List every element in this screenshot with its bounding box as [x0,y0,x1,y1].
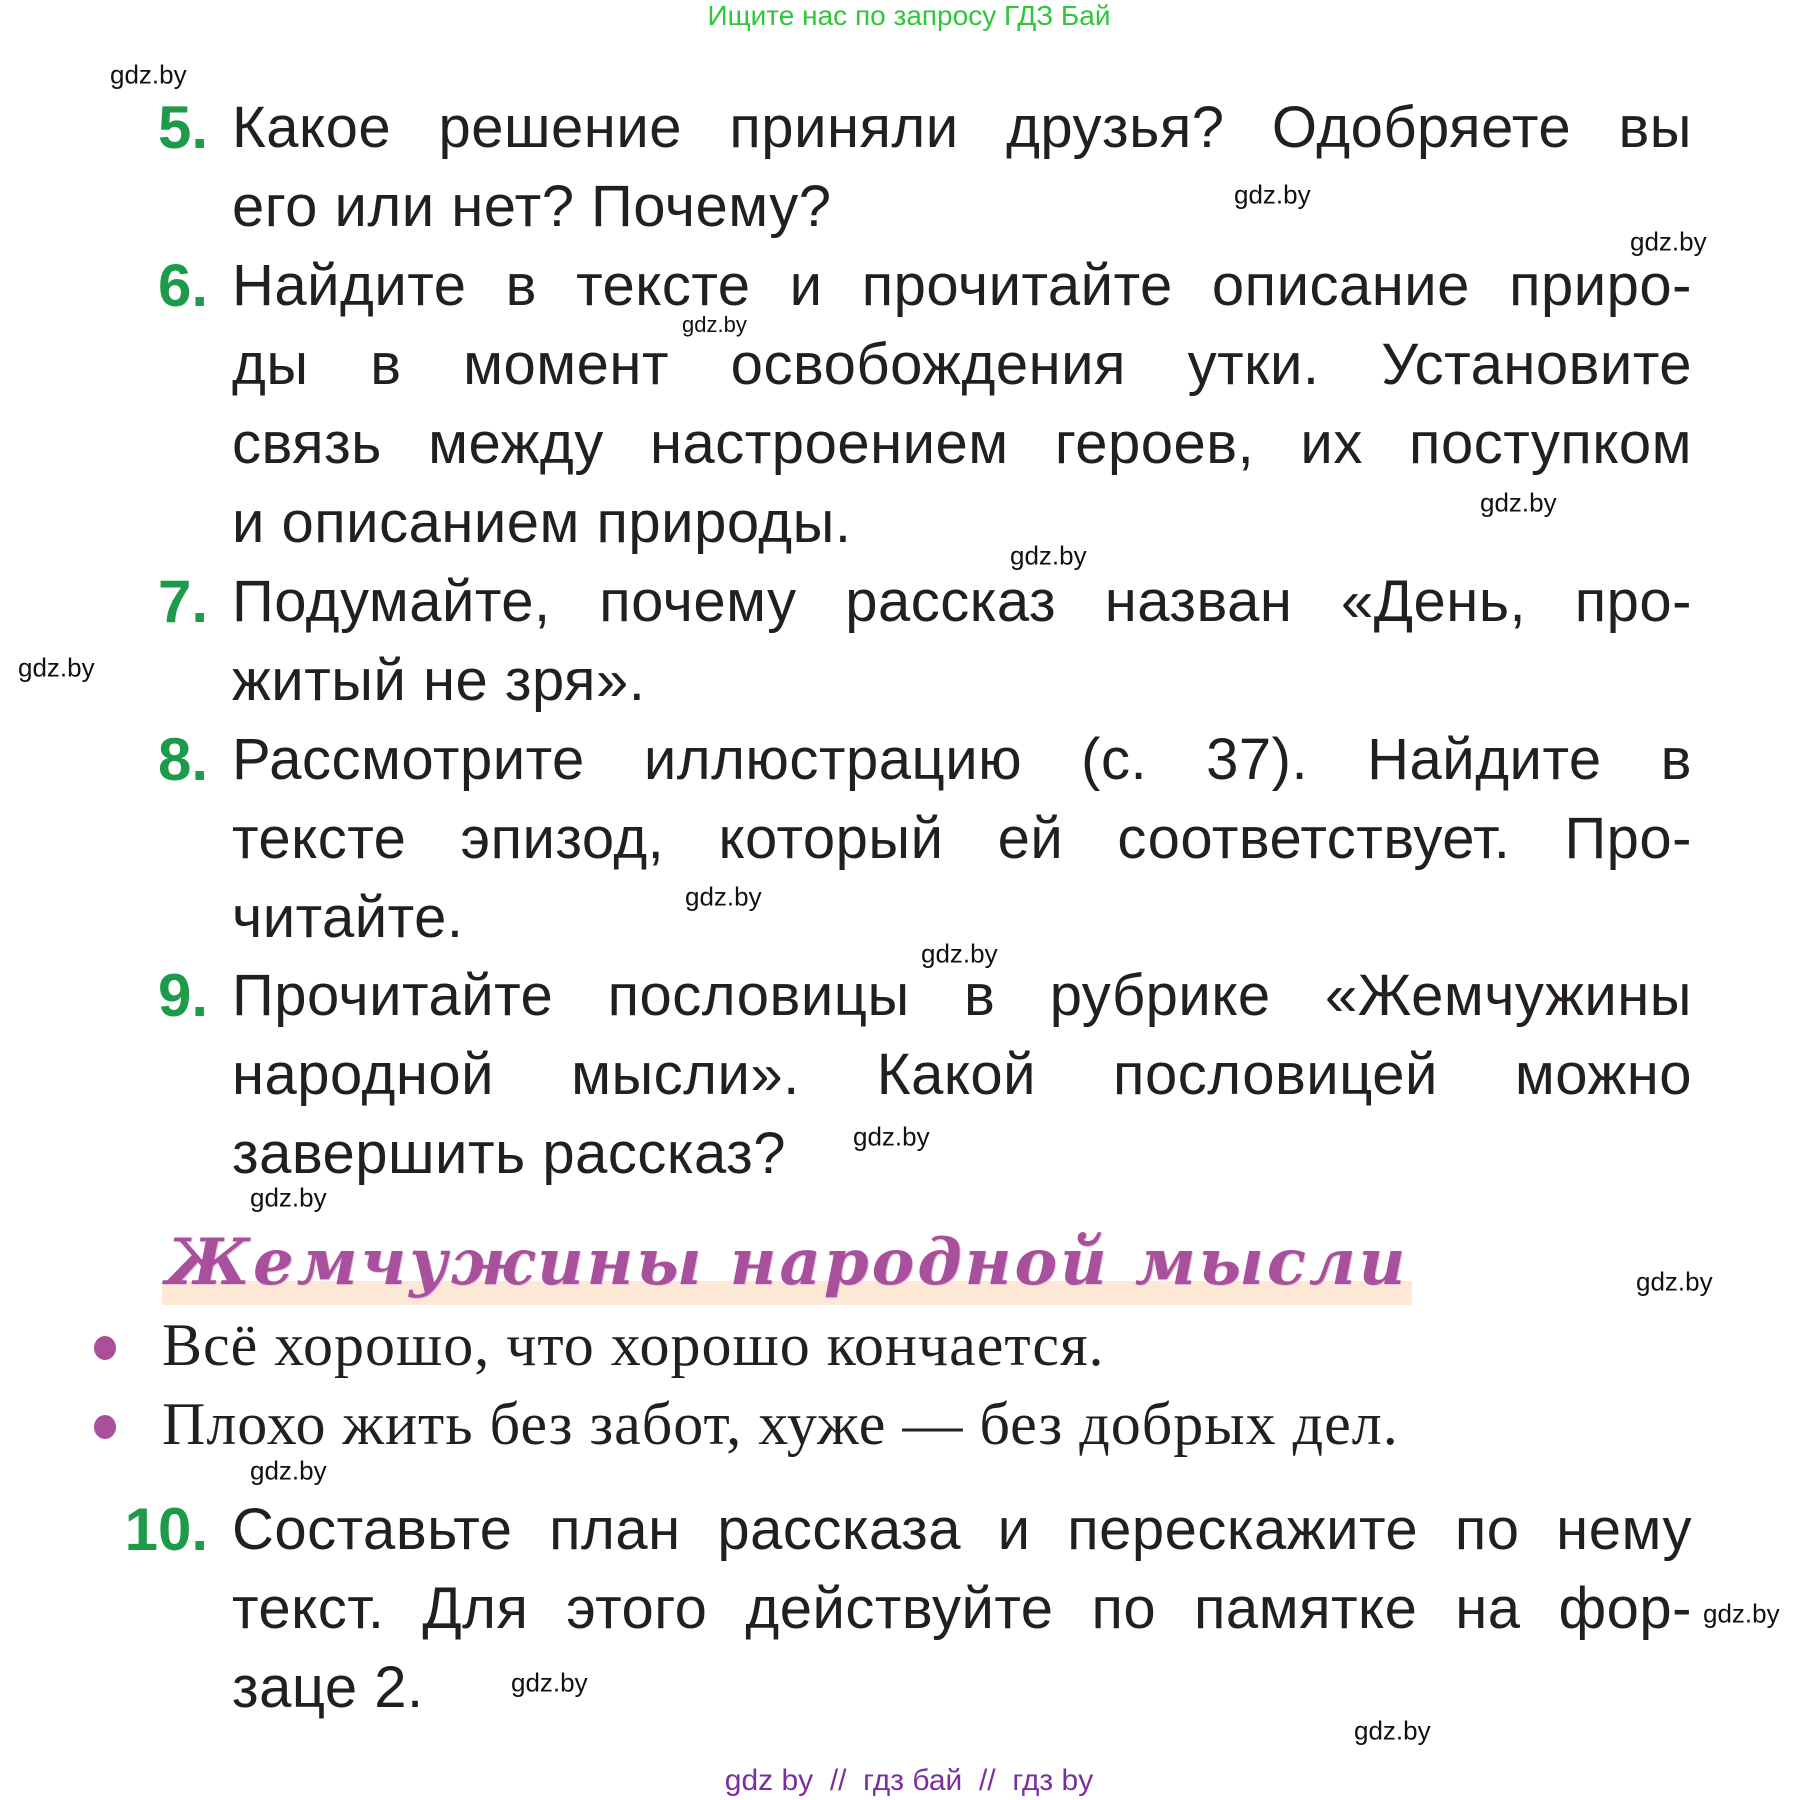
question-number: 5. [157,94,208,161]
question-line: текст. Для этого действуйте по памятке на фор- [232,1576,1692,1641]
question-line: Какое решение приняли друзья? Одобряете вы [232,95,1692,160]
watermark: gdz.by [921,938,998,969]
question-line: читайте. [232,885,464,950]
watermark: gdz.by [1703,1598,1780,1629]
proverb: Плохо жить без забот, хуже — без добрых дел. [162,1391,1399,1457]
question-line: тексте эпизод, который ей соответствует. Про- [232,806,1692,871]
watermark: gdz.by [511,1667,588,1698]
footer-links: gdz by // гдз бай // гдз by [724,1764,1094,1797]
question-line: Прочитайте пословицы в рубрике «Жемчужины [232,963,1692,1028]
question-line: и описанием природы. [232,490,852,555]
question-line: заце 2. [232,1655,424,1720]
watermark: gdz.by [250,1182,327,1213]
watermark: gdz.by [1480,487,1557,518]
watermark: gdz.by [1354,1715,1431,1746]
question-number: 10. [124,1496,208,1563]
question-line: завершить рассказ? [232,1121,786,1186]
watermark: gdz.by [250,1455,327,1486]
question-line: народной мысли». Какой пословицей можно [232,1042,1692,1107]
watermark: gdz.by [682,312,747,337]
section-heading: Жемчужины народной мысли [162,1225,1412,1305]
question-number: 9. [157,962,208,1029]
proverb: Всё хорошо, что хорошо кончается. [162,1312,1105,1378]
watermark: gdz.by [1630,226,1707,257]
question-number: 8. [157,726,208,793]
question-line: Подумайте, почему рассказ назван «День, про- [232,569,1692,634]
watermark: gdz.by [853,1121,930,1152]
question-number: 7. [157,568,208,635]
question-line: житый не зря». [232,648,646,713]
watermark: gdz.by [1636,1266,1713,1297]
question-line: Рассмотрите иллюстрацию (с. 37). Найдите в [232,727,1692,792]
bullet-icon [94,1336,116,1360]
question-line: связь между настроением героев, их поступком [232,411,1692,476]
watermark: gdz.by [685,881,762,912]
question-line: Составьте план рассказа и перескажите по нему [232,1497,1692,1562]
question-number: 6. [157,252,208,319]
watermark: gdz.by [18,652,95,683]
bullet-icon [94,1415,116,1439]
question-line: Найдите в тексте и прочитайте описание приро- [232,253,1692,318]
question-line: ды в момент освобождения утки. Установите [232,332,1692,397]
watermark: gdz.by [110,59,187,90]
watermark: gdz.by [1234,179,1311,210]
watermark: gdz.by [1010,540,1087,571]
search-hint-header: Ищите нас по запросу ГДЗ Бай [707,0,1111,31]
question-line: его или нет? Почему? [232,174,832,239]
